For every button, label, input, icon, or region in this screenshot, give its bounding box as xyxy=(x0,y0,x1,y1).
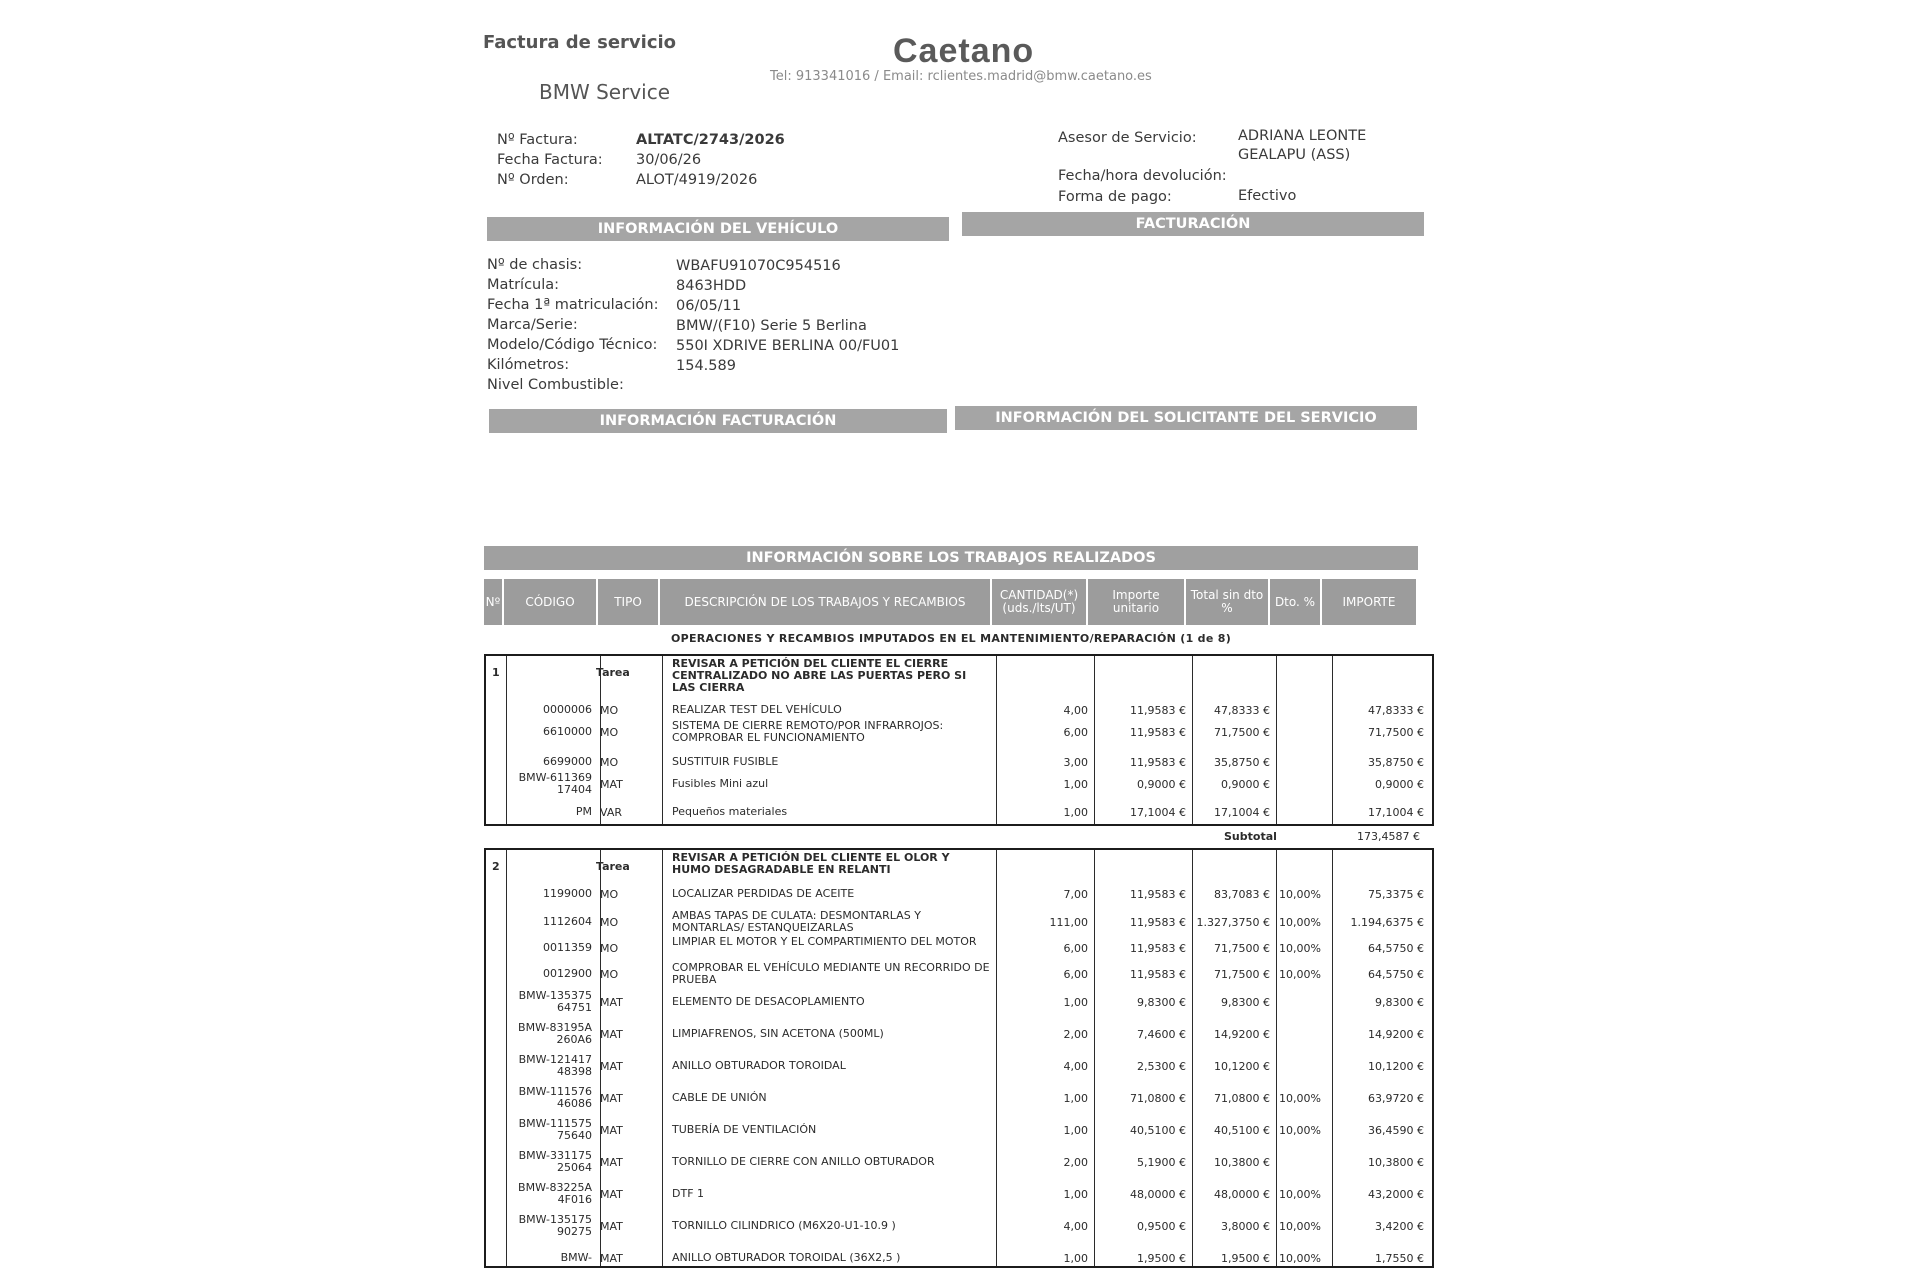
item-total: 10,1200 € xyxy=(1214,1060,1270,1073)
item-description: CABLE DE UNIÓN xyxy=(672,1091,767,1104)
item-code: BMW-33117525064 xyxy=(518,1149,592,1174)
table-header xyxy=(484,579,1418,625)
item-total: 1,9500 € xyxy=(1221,1252,1270,1265)
item-quantity: 1,00 xyxy=(1063,1124,1088,1137)
column-divider xyxy=(1192,656,1193,824)
item-quantity: 4,00 xyxy=(1063,1060,1088,1073)
item-description: LIMPIAR EL MOTOR Y EL COMPARTIMIENTO DEL MOTOR xyxy=(672,935,977,948)
item-code: 1112604 xyxy=(543,915,592,928)
item-code: BMW-13517590275 xyxy=(518,1213,592,1238)
vehicle-field-value: 550I XDRIVE BERLINA 00/FU01 xyxy=(676,338,900,354)
task-type-label: Tarea xyxy=(596,666,630,679)
item-type: MO xyxy=(600,756,619,769)
item-quantity: 1,00 xyxy=(1063,778,1088,791)
vehicle-field-label: Modelo/Código Técnico: xyxy=(487,337,658,353)
item-type: MAT xyxy=(600,778,623,791)
item-type: MO xyxy=(600,968,619,981)
contact-line: Tel: 913341016 / Email: rclientes.madrid@bmw.caetano.es xyxy=(770,69,1152,84)
item-code: 6699000 xyxy=(543,755,592,768)
item-discount: 10,00% xyxy=(1279,968,1321,981)
item-description: REALIZAR TEST DEL VEHÍCULO xyxy=(672,703,842,716)
item-discount: 10,00% xyxy=(1279,916,1321,929)
item-description: AMBAS TAPAS DE CULATA: DESMONTARLAS Y MONTARLAS/ ESTANQUEIZARLAS xyxy=(672,909,921,934)
vehicle-field-label: Nº de chasis: xyxy=(487,257,583,273)
item-type: MAT xyxy=(600,1252,623,1265)
item-quantity: 1,00 xyxy=(1063,996,1088,1009)
item-amount: 10,1200 € xyxy=(1368,1060,1424,1073)
item-description: Pequeños materiales xyxy=(672,805,788,818)
item-quantity: 1,00 xyxy=(1063,806,1088,819)
item-amount: 17,1004 € xyxy=(1368,806,1424,819)
column-divider xyxy=(996,656,997,824)
item-discount: 10,00% xyxy=(1279,888,1321,901)
item-discount: 10,00% xyxy=(1279,1092,1321,1105)
item-discount: 10,00% xyxy=(1279,942,1321,955)
item-unit-price: 0,9000 € xyxy=(1137,778,1186,791)
item-description: SUSTITUIR FUSIBLE xyxy=(672,755,779,768)
column-divider xyxy=(662,850,663,1266)
item-type: MAT xyxy=(600,1220,623,1233)
column-divider xyxy=(1094,850,1095,1266)
service-name: BMW Service xyxy=(539,80,671,104)
item-code: BMW-11157575640 xyxy=(518,1117,592,1142)
brand-logo: Caetano xyxy=(893,32,1035,70)
item-total: 17,1004 € xyxy=(1214,806,1270,819)
document-title: Factura de servicio xyxy=(483,32,677,53)
vehicle-field-label: Kilómetros: xyxy=(487,357,570,373)
item-type: MAT xyxy=(600,996,623,1009)
column-divider xyxy=(1332,850,1333,1266)
item-unit-price: 2,5300 € xyxy=(1137,1060,1186,1073)
vehicle-field-value: BMW/(F10) Serie 5 Berlina xyxy=(676,318,867,334)
return-date-label: Fecha/hora devolución: xyxy=(1058,168,1227,184)
works-section-bar: INFORMACIÓN SOBRE LOS TRABAJOS REALIZADOS xyxy=(484,546,1418,570)
item-description: ANILLO OBTURADOR TOROIDAL (36X2,5 ) xyxy=(672,1251,901,1264)
advisor-value-line1: ADRIANA LEONTE xyxy=(1238,128,1367,144)
item-code: BMW-12141748398 xyxy=(518,1053,592,1078)
vehicle-field-label: Matrícula: xyxy=(487,277,560,293)
payment-label: Forma de pago: xyxy=(1058,189,1172,205)
task-number: 2 xyxy=(492,860,500,873)
item-description: Fusibles Mini azul xyxy=(672,777,769,790)
item-amount: 1,7550 € xyxy=(1375,1252,1424,1265)
header-discount: Dto. % xyxy=(1270,579,1322,625)
billing-info-bar: INFORMACIÓN FACTURACIÓN xyxy=(489,409,947,433)
column-divider xyxy=(1192,850,1193,1266)
item-unit-price: 11,9583 € xyxy=(1130,726,1186,739)
vehicle-field-label: Nivel Combustible: xyxy=(487,377,624,393)
item-type: MAT xyxy=(600,1124,623,1137)
item-amount: 71,7500 € xyxy=(1368,726,1424,739)
item-quantity: 3,00 xyxy=(1063,756,1088,769)
item-unit-price: 17,1004 € xyxy=(1130,806,1186,819)
item-quantity: 111,00 xyxy=(1049,916,1088,929)
item-total: 71,0800 € xyxy=(1214,1092,1270,1105)
column-divider xyxy=(506,850,507,1266)
vehicle-field-label: Marca/Serie: xyxy=(487,317,578,333)
item-code: 6610000 xyxy=(543,725,592,738)
item-type: MAT xyxy=(600,1060,623,1073)
vehicle-info-bar: INFORMACIÓN DEL VEHÍCULO xyxy=(487,217,949,241)
item-type: MAT xyxy=(600,1156,623,1169)
item-amount: 0,9000 € xyxy=(1375,778,1424,791)
column-divider xyxy=(996,850,997,1266)
item-quantity: 7,00 xyxy=(1063,888,1088,901)
item-quantity: 1,00 xyxy=(1063,1252,1088,1265)
item-amount: 75,3375 € xyxy=(1368,888,1424,901)
item-unit-price: 71,0800 € xyxy=(1130,1092,1186,1105)
item-unit-price: 5,1900 € xyxy=(1137,1156,1186,1169)
item-amount: 36,4590 € xyxy=(1368,1124,1424,1137)
item-total: 1.327,3750 € xyxy=(1196,916,1270,929)
operations-title: OPERACIONES Y RECAMBIOS IMPUTADOS EN EL MANTENIMIENTO/REPARACIÓN (1 de 8) xyxy=(670,632,1232,645)
item-discount: 10,00% xyxy=(1279,1124,1321,1137)
item-code: BMW-83225A4F016 xyxy=(518,1181,592,1206)
subtotal-label: Subtotal xyxy=(1224,830,1277,843)
column-divider xyxy=(1332,656,1333,824)
item-quantity: 1,00 xyxy=(1063,1188,1088,1201)
item-type: VAR xyxy=(600,806,622,819)
header-amount: IMPORTE xyxy=(1322,579,1418,625)
invoice-number-label: Nº Factura: xyxy=(497,132,578,148)
vehicle-field-value: 154.589 xyxy=(676,358,736,374)
item-total: 71,7500 € xyxy=(1214,968,1270,981)
item-total: 47,8333 € xyxy=(1214,704,1270,717)
item-unit-price: 7,4600 € xyxy=(1137,1028,1186,1041)
header-quantity: CANTIDAD(*) (uds./lts/UT) xyxy=(992,579,1088,625)
header-code: CÓDIGO xyxy=(504,579,598,625)
item-amount: 1.194,6375 € xyxy=(1350,916,1424,929)
item-amount: 64,5750 € xyxy=(1368,942,1424,955)
column-divider xyxy=(1094,656,1095,824)
item-code: 1199000 xyxy=(543,887,592,900)
item-type: MO xyxy=(600,916,619,929)
payment-value: Efectivo xyxy=(1238,188,1297,204)
item-quantity: 2,00 xyxy=(1063,1156,1088,1169)
item-description: DTF 1 xyxy=(672,1187,705,1200)
item-code: BMW-13537564751 xyxy=(518,989,592,1014)
item-description: TUBERÍA DE VENTILACIÓN xyxy=(672,1123,817,1136)
item-quantity: 6,00 xyxy=(1063,942,1088,955)
item-amount: 64,5750 € xyxy=(1368,968,1424,981)
item-total: 9,8300 € xyxy=(1221,996,1270,1009)
header-type: TIPO xyxy=(598,579,660,625)
item-type: MO xyxy=(600,888,619,901)
item-code: PM xyxy=(575,805,592,818)
requester-info-bar: INFORMACIÓN DEL SOLICITANTE DEL SERVICIO xyxy=(955,406,1417,430)
invoice-number-value: ALTATC/2743/2026 xyxy=(636,132,785,148)
invoice-date-label: Fecha Factura: xyxy=(497,152,603,168)
vehicle-field-label: Fecha 1ª matriculación: xyxy=(487,297,659,313)
order-number-label: Nº Orden: xyxy=(497,172,569,188)
item-total: 40,5100 € xyxy=(1214,1124,1270,1137)
item-amount: 9,8300 € xyxy=(1375,996,1424,1009)
task-title: REVISAR A PETICIÓN DEL CLIENTE EL OLOR Y HUMO DESAGRADABLE EN RELANTI xyxy=(672,851,950,876)
task-title: REVISAR A PETICIÓN DEL CLIENTE EL CIERRE CENTRALIZADO NO ABRE LAS PUERTAS PERO SI LAS CIERRA xyxy=(672,657,967,694)
item-code: BMW- xyxy=(560,1251,592,1264)
item-total: 48,0000 € xyxy=(1214,1188,1270,1201)
item-discount: 10,00% xyxy=(1279,1220,1321,1233)
item-type: MO xyxy=(600,704,619,717)
vehicle-field-value: 8463HDD xyxy=(676,278,747,294)
column-divider xyxy=(1276,850,1277,1266)
item-total: 35,8750 € xyxy=(1214,756,1270,769)
column-divider xyxy=(662,656,663,824)
item-unit-price: 11,9583 € xyxy=(1130,888,1186,901)
item-unit-price: 1,9500 € xyxy=(1137,1252,1186,1265)
item-code: BMW-11157646086 xyxy=(518,1085,592,1110)
vehicle-field-value: 06/05/11 xyxy=(676,298,742,314)
item-total: 3,8000 € xyxy=(1221,1220,1270,1233)
column-divider xyxy=(600,656,601,824)
item-quantity: 4,00 xyxy=(1063,704,1088,717)
column-divider xyxy=(1276,656,1277,824)
task-type-label: Tarea xyxy=(596,860,630,873)
item-code: BMW-61136917404 xyxy=(518,771,592,796)
item-amount: 47,8333 € xyxy=(1368,704,1424,717)
item-code: 0012900 xyxy=(543,967,592,980)
item-unit-price: 48,0000 € xyxy=(1130,1188,1186,1201)
item-unit-price: 11,9583 € xyxy=(1130,968,1186,981)
item-quantity: 6,00 xyxy=(1063,726,1088,739)
item-unit-price: 0,9500 € xyxy=(1137,1220,1186,1233)
item-unit-price: 40,5100 € xyxy=(1130,1124,1186,1137)
item-description: SISTEMA DE CIERRE REMOTO/POR INFRARROJOS: COMPROBAR EL FUNCIONAMIENTO xyxy=(672,719,944,744)
billing-bar: FACTURACIÓN xyxy=(962,212,1424,236)
item-total: 14,9200 € xyxy=(1214,1028,1270,1041)
item-description: COMPROBAR EL VEHÍCULO MEDIANTE UN RECORRIDO DE PRUEBA xyxy=(672,961,990,986)
advisor-label: Asesor de Servicio: xyxy=(1058,130,1197,146)
item-unit-price: 11,9583 € xyxy=(1130,942,1186,955)
item-amount: 3,4200 € xyxy=(1375,1220,1424,1233)
item-unit-price: 9,8300 € xyxy=(1137,996,1186,1009)
item-total: 10,3800 € xyxy=(1214,1156,1270,1169)
header-description: DESCRIPCIÓN DE LOS TRABAJOS Y RECAMBIOS xyxy=(660,579,992,625)
vehicle-field-value: WBAFU91070C954516 xyxy=(676,258,841,274)
item-amount: 63,9720 € xyxy=(1368,1092,1424,1105)
item-description: LIMPIAFRENOS, SIN ACETONA (500ML) xyxy=(672,1027,884,1040)
order-number-value: ALOT/4919/2026 xyxy=(636,172,758,188)
item-description: LOCALIZAR PERDIDAS DE ACEITE xyxy=(672,887,855,900)
advisor-value-line2: GEALAPU (ASS) xyxy=(1238,147,1351,163)
item-total: 71,7500 € xyxy=(1214,726,1270,739)
item-unit-price: 11,9583 € xyxy=(1130,916,1186,929)
item-quantity: 4,00 xyxy=(1063,1220,1088,1233)
item-description: ELEMENTO DE DESACOPLAMIENTO xyxy=(672,995,865,1008)
item-code: 0011359 xyxy=(543,941,592,954)
column-divider xyxy=(506,656,507,824)
column-divider xyxy=(600,850,601,1266)
item-discount: 10,00% xyxy=(1279,1188,1321,1201)
item-code: BMW-83195A260A6 xyxy=(518,1021,592,1046)
item-description: ANILLO OBTURADOR TOROIDAL xyxy=(672,1059,846,1072)
item-amount: 43,2000 € xyxy=(1368,1188,1424,1201)
item-discount: 10,00% xyxy=(1279,1252,1321,1265)
item-quantity: 1,00 xyxy=(1063,1092,1088,1105)
item-unit-price: 11,9583 € xyxy=(1130,704,1186,717)
item-type: MO xyxy=(600,726,619,739)
item-type: MAT xyxy=(600,1188,623,1201)
item-type: MAT xyxy=(600,1028,623,1041)
subtotal-value: 173,4587 € xyxy=(1357,830,1420,843)
item-quantity: 2,00 xyxy=(1063,1028,1088,1041)
item-amount: 35,8750 € xyxy=(1368,756,1424,769)
item-description: TORNILLO DE CIERRE CON ANILLO OBTURADOR xyxy=(672,1155,935,1168)
item-code: 0000006 xyxy=(543,703,592,716)
item-total: 71,7500 € xyxy=(1214,942,1270,955)
item-total: 0,9000 € xyxy=(1221,778,1270,791)
item-type: MO xyxy=(600,942,619,955)
item-type: MAT xyxy=(600,1092,623,1105)
item-description: TORNILLO CILINDRICO (M6X20-U1-10.9 ) xyxy=(672,1219,896,1232)
header-unit-price: Importe unitario xyxy=(1088,579,1186,625)
invoice-date-value: 30/06/26 xyxy=(636,152,702,168)
header-total: Total sin dto % xyxy=(1186,579,1270,625)
item-amount: 14,9200 € xyxy=(1368,1028,1424,1041)
task-number: 1 xyxy=(492,666,500,679)
item-quantity: 6,00 xyxy=(1063,968,1088,981)
item-amount: 10,3800 € xyxy=(1368,1156,1424,1169)
item-unit-price: 11,9583 € xyxy=(1130,756,1186,769)
header-no: Nº xyxy=(484,579,504,625)
item-total: 83,7083 € xyxy=(1214,888,1270,901)
